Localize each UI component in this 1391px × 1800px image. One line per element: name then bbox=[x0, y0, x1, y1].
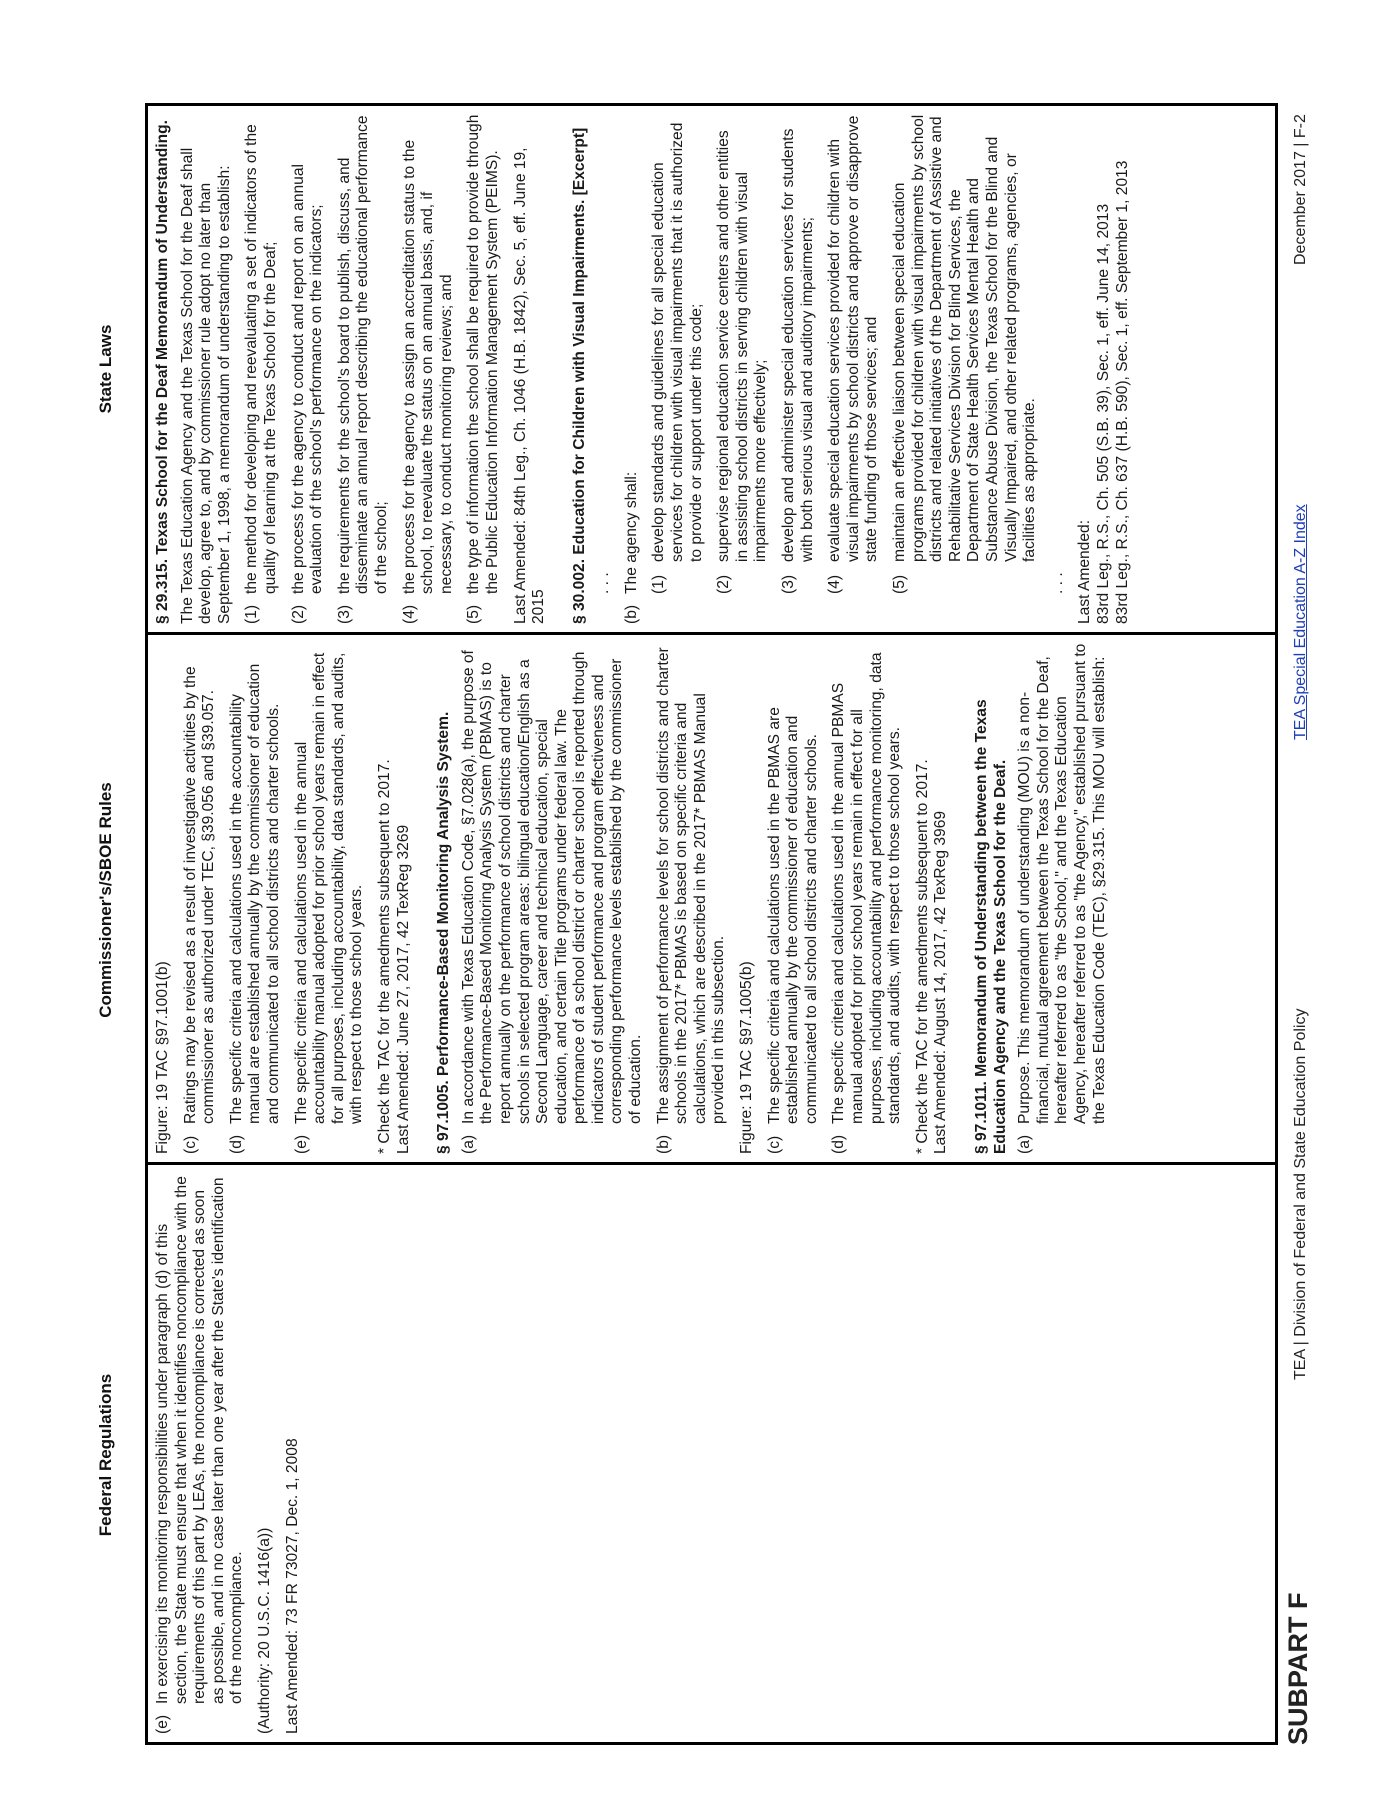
header-commissioner-rules: Commissioner's/SBOE Rules bbox=[96, 782, 115, 1018]
regulations-table bbox=[145, 103, 1278, 1745]
tac-note-1001: * Check the TAC for the amedments subsequent to 2017. bbox=[375, 759, 393, 1154]
federal-item-e bbox=[154, 1173, 247, 1734]
item-label: (c) bbox=[181, 1135, 199, 1154]
list-item bbox=[336, 114, 392, 624]
item-text: evaluate special education services provided for children with visual impairments by school districts and approve or disapprove state funding of those services; and bbox=[826, 115, 881, 562]
last-amended-30-002-line2: 83rd Leg., R.S., Ch. 637 (H.B. 590), Sec. 1, eff. September 1, 2013 bbox=[1113, 160, 1131, 624]
item-label: (a) bbox=[459, 1134, 477, 1154]
item-label: (1) bbox=[650, 574, 668, 594]
last-amended-label: Last Amended: bbox=[1076, 519, 1094, 624]
item-text: The assignment of performance levels for school districts and charter schools in the 2017* PBMAS is based on specific criteria and calculations, which are described in the 2017* PBMAS Manual provided in this subsection. bbox=[654, 647, 728, 1124]
list-item bbox=[243, 114, 280, 624]
ellipsis: . . . bbox=[595, 572, 613, 594]
rule-1001-d bbox=[228, 643, 284, 1154]
item-label: (d) bbox=[227, 1134, 245, 1154]
last-amended-1001: Last Amended: June 27, 2017, 42 TexReg 3269 bbox=[394, 824, 412, 1154]
footer-date-page: December 2017 | F-2 bbox=[1292, 114, 1309, 265]
list-item bbox=[650, 114, 706, 594]
last-amended-29-315: Last Amended: 84th Leg., Ch. 1046 (H.B. 1842), Sec. 5, eff. June 19, 2015 bbox=[511, 147, 548, 624]
item-text: the type of information the school shall be required to provide through the Public Education Information Management System (PEIMS). bbox=[465, 114, 501, 594]
section-heading-30-002: § 30.002. Education for Children with Visual Impairments. [Excerpt] bbox=[570, 127, 588, 624]
tac-note-1005: * Check the TAC for the amedments subsequent to 2017. bbox=[913, 759, 931, 1154]
item-text: Ratings may be revised as a result of investigative activities by the commissioner as authorized under TEC, §39.056 and §39.057. bbox=[181, 666, 218, 1124]
item-text: develop and administer special education services for students with both serious visual and auditory impairments; bbox=[780, 128, 816, 562]
item-label: (d) bbox=[830, 1134, 848, 1154]
item-text: the process for the agency to conduct and report on an annual evaluation of the school's performance on the indicators; bbox=[289, 164, 326, 594]
rule-1005-b bbox=[655, 643, 729, 1154]
last-amended-1005: Last Amended: August 14, 2017, 42 TexReg 3969 bbox=[932, 810, 950, 1154]
item-label: (c) bbox=[765, 1135, 783, 1154]
item-label: (5) bbox=[891, 574, 908, 594]
item-text: In exercising its monitoring responsibilities under paragraph (d) of this section, the State must ensure that when it identifies noncompliance with the requirements of this part by LEAs, the noncompliance is corrected as soon as possible, and in no case later than one year after the State's identification of the noncompliance. bbox=[154, 1176, 246, 1704]
rule-1001-e bbox=[293, 643, 367, 1154]
item-label: (2) bbox=[289, 604, 307, 624]
rule-1011-a bbox=[1016, 643, 1109, 1154]
list-item bbox=[826, 114, 882, 594]
item-text: The specific criteria and calculations used in the PBMAS are established annually by the commissioner of education and communicated to all school districts and charter schools. bbox=[765, 707, 820, 1124]
item-label: (e) bbox=[292, 1134, 310, 1154]
section-heading-97-1011: § 97.1011. Memorandum of Understanding between the Texas Education Agency and the Texas School for the Deaf. bbox=[972, 699, 1009, 1154]
item-label: (a) bbox=[1016, 1134, 1034, 1154]
federal-authority: (Authority: 20 U.S.C. 1416(a)) bbox=[255, 1527, 273, 1734]
item-label: (3) bbox=[780, 574, 798, 594]
item-text: In accordance with Texas Education Code, §7.028(a), the purpose of the Performance-Based Monitoring Analysis System (PBMAS) is to report annually on the performance of school districts and charter schools in selected program areas: bilingual education/English as a Second Language, career and technical education, special education, and certain Title programs under federal law. The performance of a school district or charter school is reported through indicators of student performance and program effectiveness and corresponding performance levels established by the commissioner of education. bbox=[459, 650, 645, 1124]
figure-97-1001: Figure: 19 TAC §97.1001(b) bbox=[154, 961, 171, 1154]
item-text: the requirements for the school's board to publish, discuss, and disseminate an annual report describing the educational performance of the school; bbox=[335, 115, 390, 594]
item-label: (b) bbox=[654, 1134, 672, 1154]
item-label: (5) bbox=[465, 604, 483, 624]
az-index-link[interactable]: TEA Special Education A-Z Index bbox=[1292, 504, 1309, 740]
item-label: (1) bbox=[243, 604, 261, 624]
federal-column bbox=[148, 1162, 1275, 1742]
header-state-laws: State Laws bbox=[96, 324, 115, 414]
list-item bbox=[401, 114, 457, 624]
item-text: the process for the agency to assign an accreditation status to the school, to reevaluate the status on an annual basis, and, if necessary, to conduct monitoring reviews; and bbox=[400, 139, 455, 594]
rule-1001-c bbox=[182, 643, 219, 1154]
item-text: maintain an effective liaison between special education programs provided for children with visual impairments by school districts and related initiatives of the Department of Assistive and Rehabilitative Services Division for Blind Services, the Department of State Health Services Mental Health and Substance Abuse Division, the Texas School for the Blind and Visually Impaired, and other related programs, agencies, or facilities as appropriate. bbox=[891, 114, 1039, 562]
list-item bbox=[465, 114, 502, 624]
header-federal-regulations: Federal Regulations bbox=[96, 1373, 115, 1537]
item-label: (4) bbox=[400, 604, 418, 624]
list-item bbox=[891, 114, 1040, 594]
rule-1005-a bbox=[460, 643, 646, 1154]
item-label: (2) bbox=[715, 574, 733, 594]
item-label: (4) bbox=[826, 574, 844, 594]
figure-97-1005: Figure: 19 TAC §97.1005(b) bbox=[738, 961, 756, 1154]
item-text: supervise regional education service centers and other entities in assisting school districts in serving children with visual impairments more effectively; bbox=[715, 130, 770, 562]
item-label: (e) bbox=[154, 1714, 171, 1734]
item-text: The specific criteria and calculations used in the annual accountability manual adopted for prior school years remain in effect for all purposes, including accountability, data standards, and audits, with respect to those school years. bbox=[292, 652, 366, 1124]
section-30-002-b bbox=[623, 114, 642, 624]
section-30-002-list bbox=[650, 114, 1039, 624]
subpart-label: SUBPART F bbox=[1283, 1592, 1313, 1745]
commissioner-column bbox=[148, 632, 1275, 1162]
item-text: The agency shall: bbox=[622, 471, 640, 594]
list-item bbox=[780, 114, 817, 594]
item-text: develop standards and guidelines for all special education services for children with visual impairments that it is authorized to provide or support under this code; bbox=[650, 122, 705, 562]
state-laws-column bbox=[148, 106, 1275, 632]
rule-1005-c bbox=[766, 643, 822, 1154]
item-label: (b) bbox=[622, 604, 640, 624]
list-item bbox=[715, 114, 771, 594]
section-heading-97-1005: § 97.1005. Performance-Based Monitoring Analysis System. bbox=[435, 711, 453, 1154]
federal-last-amended: Last Amended: 73 FR 73027, Dec. 1, 2008 bbox=[283, 1438, 301, 1734]
item-text: the method for developing and reevaluating a set of indicators of the quality of learning at the Texas School for the Deaf; bbox=[243, 124, 279, 594]
section-heading-29-315: § 29.315. Texas School for the Deaf Memorandum of Understanding. bbox=[154, 119, 171, 624]
item-text: The specific criteria and calculations used in the annual PBMAS manual adopted for prior school years remain in effect for all purposes, including accountability and performance monitoring, data standards, and audits, with respect to those school years. bbox=[830, 652, 904, 1124]
item-text: Purpose. This memorandum of understanding (MOU) is a non-financial, mutual agreement between the Texas School for the Deaf, hereafter referred to as "the School," and the Texas Education Agency, hereafter referred to as "the Agency," established pursuant to the Texas Education Code (TEC), §29.315. This MOU will establish: bbox=[1016, 643, 1108, 1124]
item-label: (3) bbox=[335, 604, 353, 624]
last-amended-30-002-line1: 83rd Leg., R.S., Ch. 505 (S.B. 39), Sec. 1, eff. June 14, 2013 bbox=[1094, 203, 1112, 624]
list-item bbox=[290, 114, 327, 624]
rule-1005-d bbox=[830, 643, 904, 1154]
item-text: The specific criteria and calculations used in the accountability manual are established annually by the commissioner of education and communicated to all school districts and charter schools. bbox=[227, 663, 282, 1124]
ellipsis: . . . bbox=[1048, 572, 1066, 594]
section-29-315-intro: The Texas Education Agency and the Texas School for the Deaf shall develop, agree to, and by commissioner rule adopt no later than September 1, 1998, a memorandum of understanding to establish: bbox=[178, 147, 233, 624]
footer-organization: TEA | Division of Federal and State Education Policy bbox=[1292, 1008, 1309, 1380]
